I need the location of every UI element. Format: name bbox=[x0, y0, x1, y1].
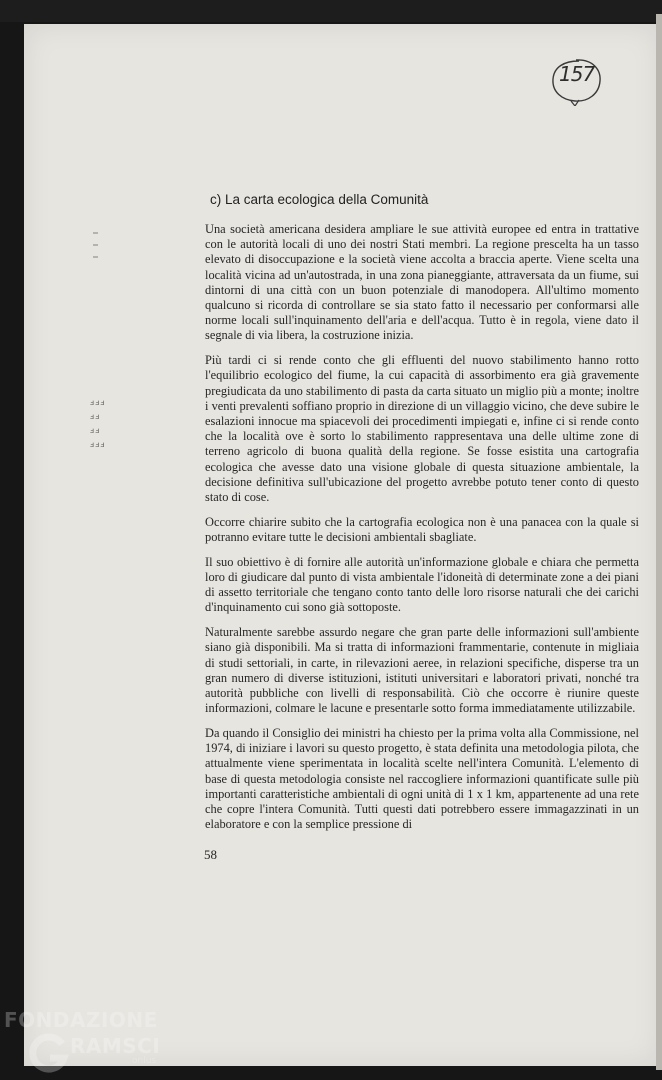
margin-mark: ⅎⅎⅎ bbox=[90, 398, 106, 407]
watermark-line1: FONDAZIONE bbox=[4, 1008, 158, 1032]
scanner-top-strip bbox=[0, 0, 662, 22]
body-text bbox=[205, 222, 639, 842]
margin-scribbles bbox=[90, 398, 112, 456]
folio-number: 157 bbox=[559, 62, 595, 86]
paragraph: Da quando il Consiglio dei ministri ha chiesto per la prima volta alla Commissione, nel 1974, di iniziare i lavori su questo progetto, è stata definita una metodologia pilota, che attualmente viene sperimentata in località scelte nell'intera Comunità. L'elemento di base di questa metodologia consiste nel raccogliere informazioni quantificate sulle più importanti caratteristiche ambientali di ogni unità di 1 x 1 km, appartenente ad una rete che copre l'intera Comunità. Tutti questi dati potrebbero essere immagazzinati in un elaboratore e con la semplice pressione di bbox=[205, 726, 639, 832]
section-heading: c) La carta ecologica della Comunità bbox=[210, 192, 429, 207]
margin-mark: ⅎⅎ bbox=[90, 426, 101, 435]
watermark-g-icon bbox=[26, 1032, 70, 1076]
margin-faint-marks bbox=[93, 232, 103, 272]
margin-mark: ⅎⅎⅎ bbox=[90, 440, 106, 449]
paragraph: Più tardi ci si rende conto che gli effluenti del nuovo stabilimento hanno rotto l'equilibrio ecologico del fiume, la cui capacità di assorbimento era già gravemente pregiudicata da uno stabilimento di pasta da carta situato un miglio più a monte; inoltre i venti prevalenti soffiano proprio in direzione di un villaggio vicino, che deve subire le esalazioni innocue ma spiacevoli dei procedimenti impiegati e, infine ci si rende conto che la località ove è sorto lo stabilimento rappresentava una delle ultime zone di terreno agricolo di buona qualità della regione. Se fosse esistita una cartografia ecologica che avesse dato una visione globale di questa situazione ambientale, la decisione definitiva sull'ubicazione del progetto avrebbe potuto tener conto di questo stato di cose. bbox=[205, 353, 639, 505]
paragraph: Una società americana desidera ampliare le sue attività europee ed entra in trattative con le autorità locali di uno dei nostri Stati membri. La regione prescelta ha un tasso elevato di disoccupazione e la società viene accolta a braccia aperte. Viene scelta una località vicina ad un'autostrada, in una zona pianeggiante, attraversata da un fiume, sui dintorni di una città con un buon potenziale di manodopera. All'ultimo momento qualcuno si ricorda di controllare se sia stato fatto il necessario per conformarsi alle norme locali sull'inquinamento dell'aria e dell'acqua. Tutto è in regola, viene dato il segnale di via libera, la costruzione inizia. bbox=[205, 222, 639, 343]
page-number: 58 bbox=[204, 847, 217, 862]
margin-mark: ⅎⅎ bbox=[90, 412, 101, 421]
page-edge bbox=[656, 14, 662, 1070]
paragraph: Occorre chiarire subito che la cartografia ecologica non è una panacea con la quale si potranno evitare tutte le decisioni ambientali sbagliate. bbox=[205, 514, 639, 545]
watermark-tag: onlus bbox=[132, 1056, 157, 1066]
paragraph: Il suo obiettivo è di fornire alle autorità un'informazione globale e chiara che permetta loro di giudicare dal punto di vista ambientale l'idoneità di determinate zone a dei piani di assetto territoriale che tengano conto tanto delle loro risorse naturali che dei carichi d'inquinamento cui sono già sottoposte. bbox=[205, 554, 639, 615]
paragraph: Naturalmente sarebbe assurdo negare che gran parte delle informazioni sull'ambiente siano già disponibili. Ma si tratta di informazioni frammentarie, contenute in migliaia di studi settoriali, in carte, in rilevazioni aeree, in relazioni specifiche, disperse tra un gran numero di diverse istituzioni, istituti universitari e laboratori privati, nonché tra autorità pubbliche con livelli di responsabilità. Ciò che occorre è riunire queste informazioni, colmare le lacune e presentarle sotto forma immediatamente utilizzabile. bbox=[205, 625, 639, 716]
watermark-logo bbox=[4, 1008, 174, 1076]
folio-stamp bbox=[549, 56, 603, 106]
watermark-line2: RAMSCI bbox=[70, 1034, 161, 1058]
